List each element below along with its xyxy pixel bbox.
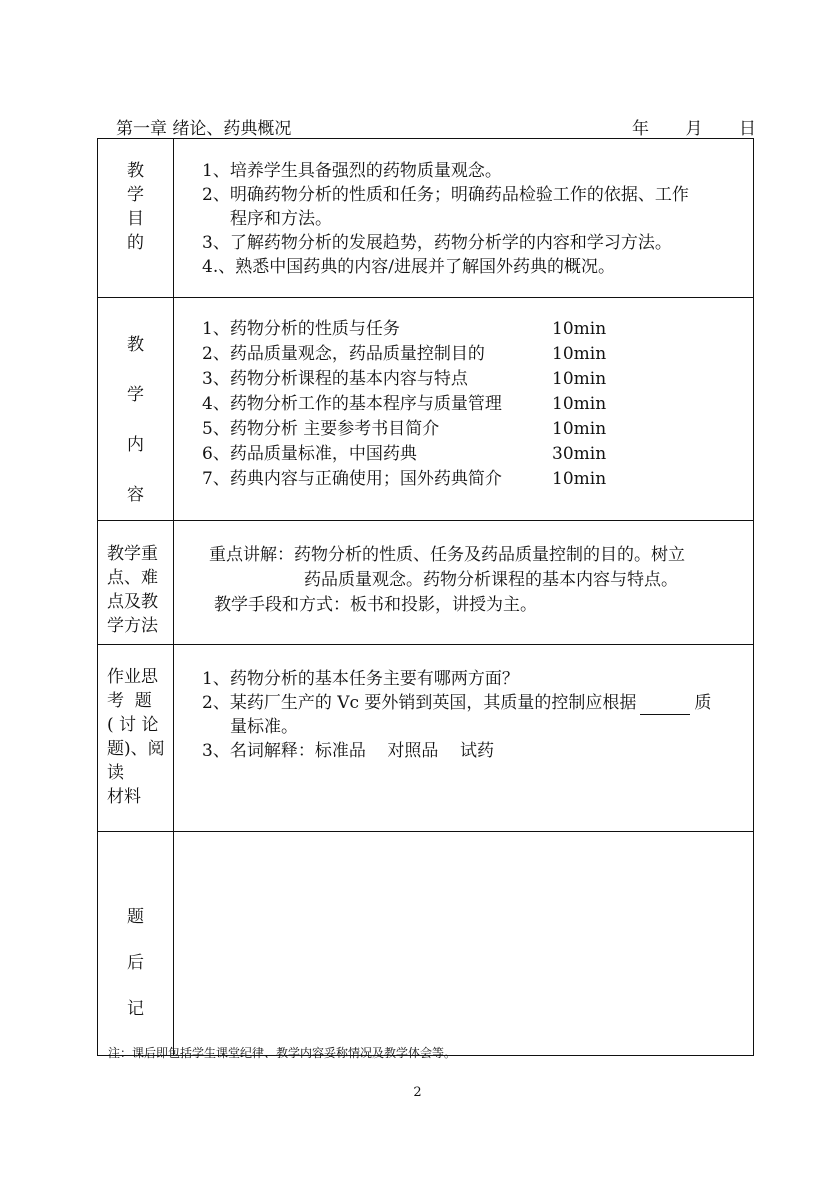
objective-item-continued: 程序和方法。 xyxy=(230,209,332,229)
key-points-label-cell xyxy=(98,521,174,645)
page-header xyxy=(112,114,754,138)
label-char: 记 xyxy=(127,999,144,1019)
label-char: 学 xyxy=(127,185,144,205)
label-line: 学方法 xyxy=(107,616,158,636)
homework-row xyxy=(98,645,754,832)
content-time: 10min xyxy=(552,469,607,489)
homework-question: 3、名词解释：标准品 对照品 试药 xyxy=(202,741,495,761)
teaching-methods-line: 教学手段和方式：板书和投影，讲授为主。 xyxy=(214,595,537,615)
content-time: 10min xyxy=(552,344,607,364)
content-label-cell xyxy=(98,298,174,521)
homework-question xyxy=(202,691,745,715)
date-fields xyxy=(632,114,756,139)
objectives-label-cell xyxy=(98,139,174,298)
content-topic: 3、药物分析课程的基本内容与特点 xyxy=(202,369,468,389)
homework-label xyxy=(98,645,173,809)
objective-item: 4.、熟悉中国药典的内容/进展并了解国外药典的概况。 xyxy=(202,257,615,277)
label-line: ( 讨 论 xyxy=(107,715,159,735)
label-line: 材料 xyxy=(107,787,141,807)
label-line: 点、难 xyxy=(107,568,158,588)
content-item xyxy=(202,442,753,467)
homework-question: 1、药物分析的基本任务主要有哪两方面？ xyxy=(202,669,519,689)
key-points-label xyxy=(98,521,173,638)
content-item xyxy=(202,317,753,342)
homework-list xyxy=(174,645,753,763)
label-char: 内 xyxy=(127,435,144,455)
content-time: 10min xyxy=(552,319,607,339)
postscript-label xyxy=(98,832,173,1032)
label-char: 容 xyxy=(127,485,144,505)
label-char: 学 xyxy=(127,385,144,405)
homework-question-continued: 量标准。 xyxy=(230,717,298,737)
content-list xyxy=(174,298,753,492)
content-item xyxy=(202,367,753,392)
postscript-row xyxy=(98,832,754,1056)
content-item xyxy=(202,392,753,417)
key-points-text xyxy=(174,521,753,618)
label-line: 读 xyxy=(107,763,124,783)
label-char: 教 xyxy=(127,161,144,181)
label-char: 教 xyxy=(127,335,144,355)
content-label xyxy=(98,298,173,520)
objective-item: 2、明确药物分析的性质和任务；明确药品检验工作的依据、工作 xyxy=(202,185,689,205)
content-item xyxy=(202,417,753,442)
date-year: 年 xyxy=(632,119,649,139)
question-text: 2、某药厂生产的 Vc 要外销到英国，其质量的控制应根据 xyxy=(202,693,637,713)
content-time: 10min xyxy=(552,394,607,414)
label-line: 教学重 xyxy=(107,544,158,564)
content-topic: 1、药物分析的性质与任务 xyxy=(202,319,400,339)
content-row xyxy=(98,298,754,521)
label-char: 的 xyxy=(127,233,144,253)
label-char: 目 xyxy=(127,209,144,229)
lesson-plan-table xyxy=(97,138,754,1056)
label-line: 题)、阅 xyxy=(107,739,165,759)
objectives-body-cell xyxy=(174,139,754,298)
key-points-line-continued: 药品质量观念。药物分析课程的基本内容与特点。 xyxy=(304,570,678,590)
homework-label-cell xyxy=(98,645,174,832)
content-topic: 2、药品质量观念，药品质量控制目的 xyxy=(202,344,485,364)
objectives-label xyxy=(98,139,173,255)
date-month: 月 xyxy=(685,119,703,139)
question-text-tail: 质 xyxy=(694,693,712,713)
page-number: 2 xyxy=(413,1085,422,1100)
content-topic: 7、药典内容与正确使用；国外药典简介 xyxy=(202,469,502,489)
content-time: 30min xyxy=(552,444,607,464)
label-line: 点及教 xyxy=(107,592,158,612)
key-points-row xyxy=(98,521,754,645)
content-topic: 5、药物分析 主要参考书目简介 xyxy=(202,419,440,439)
content-item xyxy=(202,467,753,492)
postscript-body-cell xyxy=(174,832,754,1056)
footnote: 注：课后即包括学生课堂纪律、教学内容妥称情况及教学体会等。 xyxy=(108,1046,457,1060)
objective-item: 3、了解药物分析的发展趋势，药物分析学的内容和学习方法。 xyxy=(202,233,672,253)
chapter-title: 第一章 绪论、药典概况 xyxy=(116,119,292,139)
homework-body-cell xyxy=(174,645,754,832)
key-points-line: 重点讲解：药物分析的性质、任务及药品质量控制的目的。树立 xyxy=(209,545,685,565)
objectives-list xyxy=(174,139,753,279)
label-line: 作业思 xyxy=(107,667,158,687)
label-char: 后 xyxy=(127,953,144,973)
objectives-row xyxy=(98,139,754,298)
content-time: 10min xyxy=(552,369,607,389)
label-line: 考 题 xyxy=(107,691,152,711)
date-day: 日 xyxy=(739,119,756,139)
label-char: 题 xyxy=(127,907,144,927)
fill-in-blank xyxy=(640,696,690,715)
objective-item: 1、培养学生具备强烈的药物质量观念。 xyxy=(202,161,502,181)
content-time: 10min xyxy=(552,419,607,439)
postscript-label-cell xyxy=(98,832,174,1056)
content-item xyxy=(202,342,753,367)
content-topic: 4、药物分析工作的基本程序与质量管理 xyxy=(202,394,502,414)
key-points-body-cell xyxy=(174,521,754,645)
content-body-cell xyxy=(174,298,754,521)
content-topic: 6、药品质量标准，中国药典 xyxy=(202,444,417,464)
